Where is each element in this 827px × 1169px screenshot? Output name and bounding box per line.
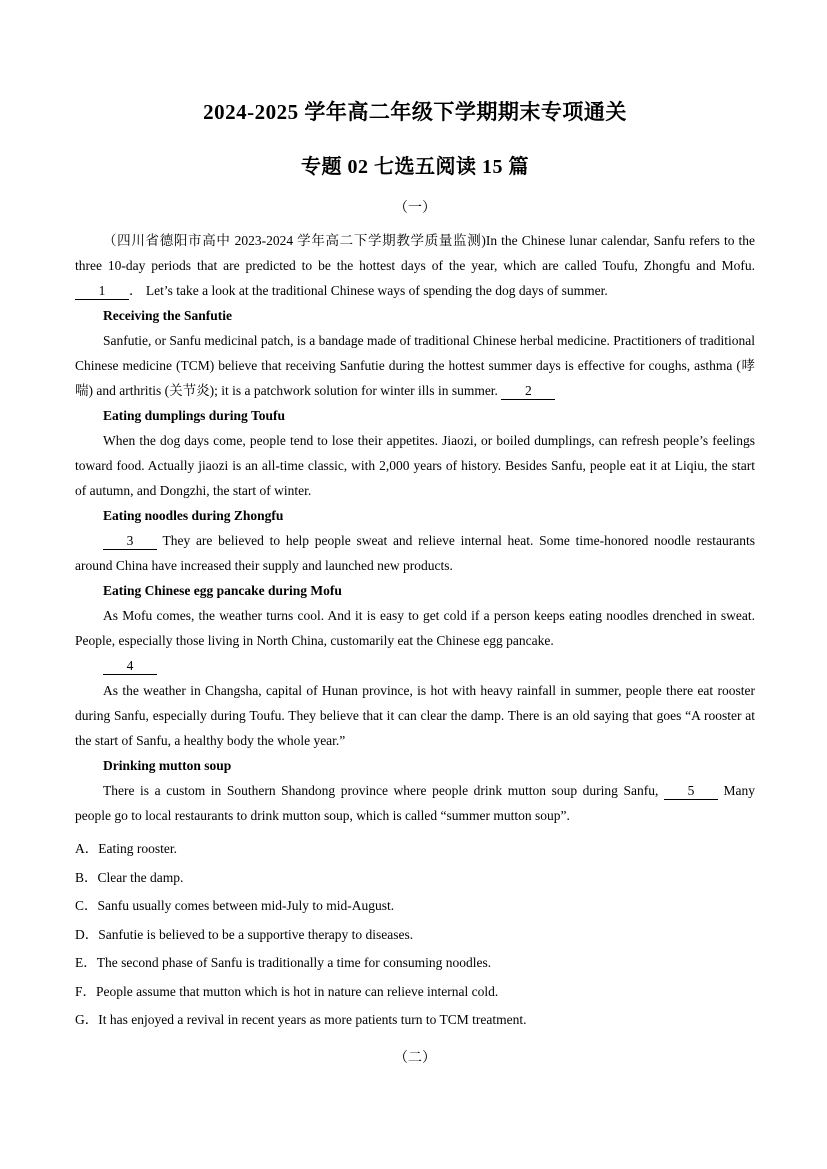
doc-subtitle: 专题 02 七选五阅读 15 篇 <box>301 156 529 178</box>
option-d <box>75 921 755 950</box>
part-two-label: （二） <box>394 1050 436 1066</box>
blank-2: 2 <box>501 383 555 400</box>
section-heading-noodles: Eating noodles during Zhongfu <box>103 508 284 523</box>
mutton-text-pre: There is a custom in Southern Shandong province where people drink mutton soup during Sanfu, <box>103 783 659 798</box>
option-g-text: It has enjoyed a revival in recent years as more patients turn to TCM treatment. <box>98 1012 527 1027</box>
option-c-text: Sanfu usually comes between mid-July to mid-August. <box>97 898 395 913</box>
option-b-label: B． <box>75 869 98 885</box>
option-g-label: G． <box>75 1012 99 1027</box>
option-d-text: Sanfutie is believed to be a supportive therapy to diseases. <box>98 926 414 942</box>
blank-4: 4 <box>103 658 157 675</box>
sanfutie-text: Sanfutie, or Sanfu medicinal patch, is a bandage made of traditional Chinese herbal medicine. Practitioners of traditional Chinese medicine (TCM) believe that receiving Sanfutie during the hottest summer days is effective for coughs, asthma (哮喘) and arthritis (关节炎); it is a patchwork solution for winter ills in summer. <box>75 333 755 398</box>
options-list <box>75 835 755 1035</box>
option-a-label: A． <box>75 841 99 856</box>
blank-1: 1 <box>75 283 129 300</box>
option-a <box>75 835 755 864</box>
intro-text-post: ． Let’s take a look at the traditional Chinese ways of spending the dog days of summer. <box>129 283 608 298</box>
section-heading-dumplings: Eating dumplings during Toufu <box>103 408 285 423</box>
option-d-label: D． <box>75 926 99 942</box>
option-e <box>75 949 755 978</box>
option-c <box>75 892 755 921</box>
option-f-text: People assume that mutton which is hot in nature can relieve internal cold. <box>96 983 499 999</box>
option-e-label: E． <box>75 955 97 970</box>
option-f <box>75 978 755 1007</box>
doc-title: 2024-2025 学年高二年级下学期期末专项通关 <box>203 100 627 124</box>
intro-text-pre: （四川省德阳市高中 2023-2024 学年高二下学期教学质量监测)In the Chinese lunar calendar, Sanfu refers to the three 10-day periods that are predicted to be the hottest days of the year, which are called Toufu, Zhongfu and Mofu. <box>75 233 755 273</box>
section-heading-mutton: Drinking mutton soup <box>103 758 232 773</box>
noodles-paragraph <box>75 528 755 578</box>
mutton-paragraph <box>75 778 755 828</box>
part-one-label: （一） <box>394 201 436 216</box>
section-heading-pancake: Eating Chinese egg pancake during Mofu <box>103 583 342 598</box>
option-b <box>75 864 755 893</box>
intro-paragraph <box>75 228 755 303</box>
rooster-paragraph: As the weather in Changsha, capital of Hunan province, is hot with heavy rainfall in summer, people there eat rooster during Sanfu, especially during Toufu. They believe that it can clear the damp. There is an old saying that goes “A rooster at the start of Sanfu, a healthy body the whole year.” <box>75 683 755 748</box>
blank-3: 3 <box>103 533 157 550</box>
option-a-text: Eating rooster. <box>98 841 177 856</box>
dumplings-paragraph: When the dog days come, people tend to lose their appetites. Jiaozi, or boiled dumplings, can refresh people’s feelings toward food. Actually jiaozi is an all-time classic, with 2,000 years of history. Besides Sanfu, people eat it at Liqiu, the start of autumn, and Dongzhi, the start of winter. <box>75 433 755 498</box>
section-heading-sanfutie: Receiving the Sanfutie <box>103 308 232 323</box>
option-b-text: Clear the damp. <box>97 869 184 885</box>
noodles-text: They are believed to help people sweat and relieve internal heat. Some time-honored noodle restaurants around China have increased their supply and launched new products. <box>75 533 755 573</box>
option-e-text: The second phase of Sanfu is traditionally a time for consuming noodles. <box>96 955 492 970</box>
option-f-label: F． <box>75 983 97 999</box>
option-g <box>75 1006 755 1035</box>
sanfutie-paragraph <box>75 328 755 403</box>
mutton-text-post: Many people go to local restaurants to drink mutton soup, which is called “summer mutton soup”. <box>75 783 756 823</box>
option-c-label: C． <box>75 898 98 913</box>
blank-4-line <box>75 653 755 678</box>
pancake-paragraph: As Mofu comes, the weather turns cool. And it is easy to get cold if a person keeps eating noodles drenched in sweat. People, especially those living in North China, customarily eat the Chinese egg pancake. <box>75 608 755 648</box>
blank-5: 5 <box>664 783 718 800</box>
